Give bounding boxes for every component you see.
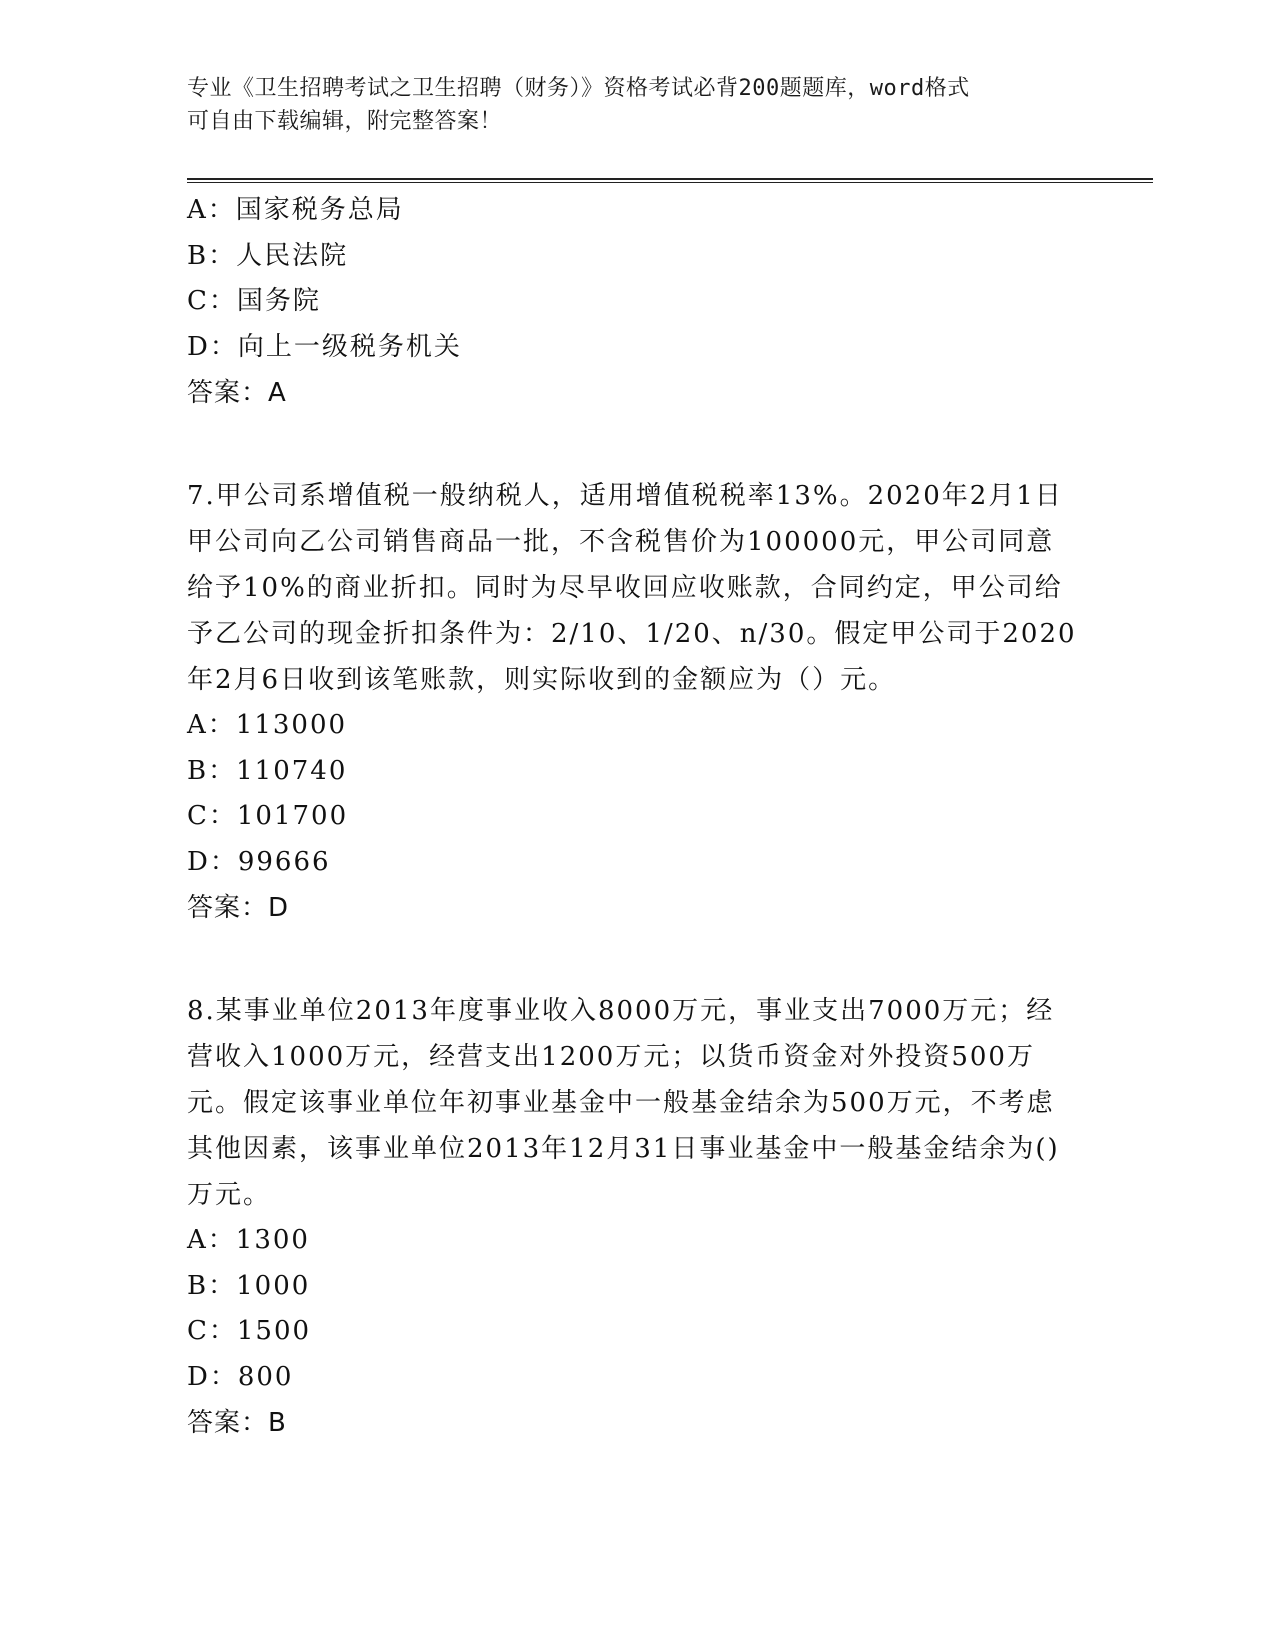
header-line-2: 可自由下载编辑，附完整答案！ (187, 109, 503, 134)
header-rule-thick (187, 178, 1153, 180)
question-7 (187, 473, 1087, 931)
question-6 (187, 188, 1087, 416)
header-rule-thin (187, 182, 1153, 183)
option-d: D：800 (187, 1361, 294, 1392)
option-d: D：99666 (187, 846, 331, 877)
question-text: 8.某事业单位2013年度事业收入8000万元，事业支出7000万元；经营收入1000万元，经营支出1200万元；以货币资金对外投资500万元。假定该事业单位年初事业基金中一般基金结余为500万元，不考虑其他因素，该事业单位2013年12月31日事业基金中一般基金结余为()万元。 (187, 996, 1060, 1210)
document-header (187, 72, 1077, 138)
header-line-1: 专业《卫生招聘考试之卫生招聘（财务）》资格考试必背200题题库，word格式 (187, 76, 970, 101)
spacer (187, 416, 1087, 473)
question-8 (187, 988, 1087, 1446)
option-b: B：1000 (187, 1270, 311, 1301)
option-d: D：向上一级税务机关 (187, 331, 462, 362)
option-b: B：人民法院 (187, 240, 349, 271)
option-c: C：101700 (187, 801, 349, 831)
option-a: A：1300 (187, 1225, 310, 1255)
spacer (187, 931, 1087, 988)
answer: 答案：A (187, 378, 287, 408)
answer: 答案：D (187, 893, 290, 923)
option-c: C：国务院 (187, 286, 321, 316)
option-a: A：113000 (187, 710, 348, 740)
option-a: A：国家税务总局 (187, 195, 404, 225)
option-b: B：110740 (187, 755, 348, 786)
question-text: 7.甲公司系增值税一般纳税人，适用增值税税率13%。2020年2月1日甲公司向乙公司销售商品一批，不含税售价为100000元，甲公司同意给予10%的商业折扣。同时为尽早收回应收账款，合同约定，甲公司给予乙公司的现金折扣条件为：2/10、1/20、n/30。假定甲公司于2020年2月6日收到该笔账款，则实际收到的金额应为（）元。 (187, 481, 1077, 695)
question-list (187, 188, 1087, 1446)
answer: 答案：B (187, 1408, 287, 1438)
option-c: C：1500 (187, 1316, 312, 1346)
